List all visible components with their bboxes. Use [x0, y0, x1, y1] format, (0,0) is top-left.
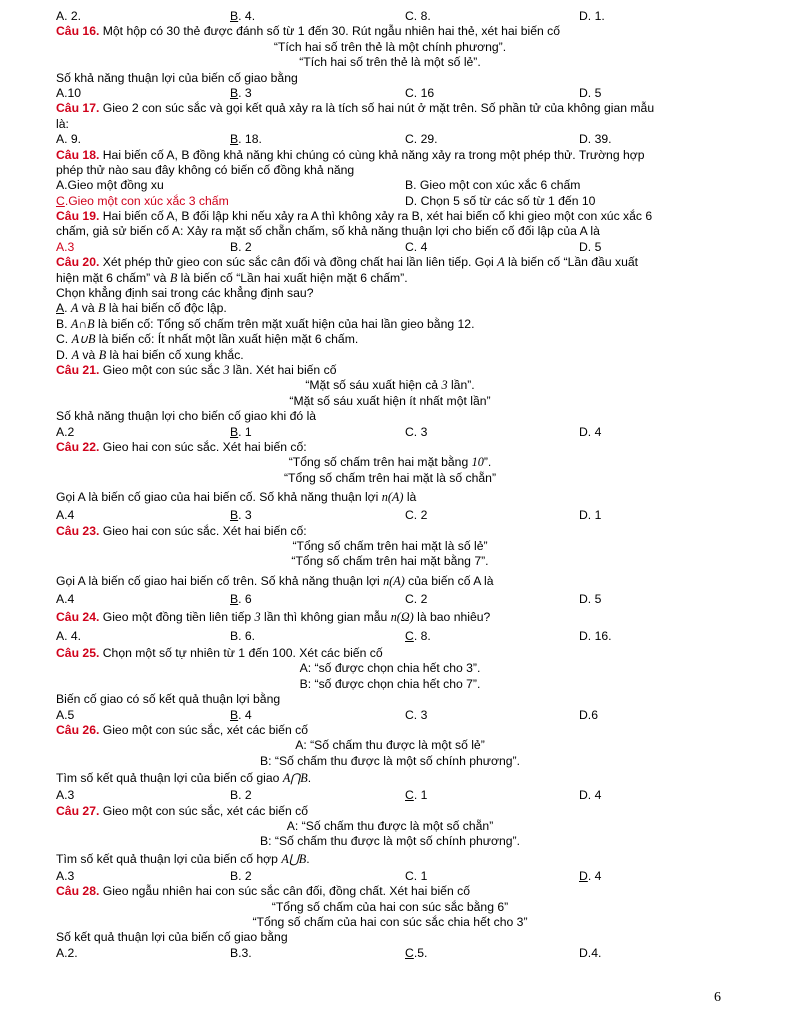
option-a: A. 9.: [56, 132, 82, 147]
option-a: A.5: [56, 707, 75, 722]
question-prompt: Số khả năng thuận lợi của biến cố giao bằng: [56, 70, 298, 85]
option-a: A.3: [56, 868, 75, 883]
question-prompt: Chọn khẳng định sai trong các khẳng định sau?: [56, 286, 314, 301]
event-1: “Tích hai số trên thẻ là một chính phương”.: [273, 39, 507, 54]
question-text-cont: hiện mặt 6 chấm” và B là biến cố “Lần hai xuất hiện mặt 6 chấm”.: [56, 270, 408, 285]
option-c: C. 2: [405, 508, 428, 523]
event-1: “Mặt số sáu xuất hiện cả 3 lần”.: [305, 378, 475, 393]
option-a: A.10: [56, 85, 82, 100]
question-label: Câu 21.: [56, 362, 100, 377]
option-b: B. 3: [230, 508, 252, 523]
options-row: [56, 708, 724, 723]
options-row: [56, 9, 724, 24]
event-1: “Tổng số chấm trên hai mặt là số lẻ”: [292, 538, 488, 553]
option-b: B. 2: [230, 868, 252, 883]
question-25: Câu 25. Chọn một số tự nhiên từ 1 đến 100. Xét các biến cố: [56, 646, 383, 661]
option-d: D.4.: [579, 945, 602, 960]
event-2: “Tổng số chấm của hai con súc sắc chia hết cho 3”: [252, 914, 528, 929]
option-a: A.4: [56, 591, 75, 606]
question-label: Câu 24.: [56, 610, 100, 625]
option-b: B. Gieo một con xúc xắc 6 chấm: [405, 178, 581, 193]
option-a: A. 4.: [56, 629, 82, 644]
options-row: [56, 508, 724, 523]
question-label: Câu 22.: [56, 439, 100, 454]
option-a: A.4: [56, 508, 75, 523]
option-d: D. A và B là hai biến cố xung khắc.: [56, 347, 244, 362]
event-2: B: “Số chấm thu được là một số chính phương”.: [260, 834, 520, 849]
question-label: Câu 28.: [56, 884, 100, 899]
question-prompt: Số khả năng thuận lợi cho biến cố giao khi đó là: [56, 409, 317, 424]
option-c: C. 8.: [405, 629, 431, 644]
question-label: Câu 19.: [56, 209, 100, 224]
options-row: [56, 425, 724, 440]
event-1: A: “số được chọn chia hết cho 3”.: [299, 661, 481, 676]
option-b: B.3.: [230, 945, 252, 960]
event-2: “Tích hai số trên thẻ là một số lẻ”.: [299, 55, 481, 70]
option-d: D. 5: [579, 85, 602, 100]
options-row: [56, 194, 724, 209]
option-c: C. 4: [405, 239, 428, 254]
options-row: [56, 240, 724, 255]
question-text-cont: chấm, giả sử biến cố A: Xảy ra mặt số chẵn chấm, số khả năng thuận lợi cho biến cố đối lập của A là: [56, 224, 600, 239]
option-d: D. 1.: [579, 9, 605, 23]
option-d: D. 4: [579, 788, 602, 803]
question-label: Câu 16.: [56, 24, 100, 39]
question-20: Câu 20. Xét phép thử gieo con súc sắc cân đối và đồng chất hai lần liên tiếp. Gọi A là biến cố “Lần đầu xuất: [56, 255, 639, 270]
option-a-correct: A.3: [56, 239, 75, 254]
option-d: D. 5: [579, 591, 602, 606]
option-d: D. 4: [579, 868, 602, 883]
question-21: Câu 21. Gieo một con súc sắc 3 lần. Xét hai biến cố: [56, 362, 337, 377]
option-c: C. A∪B là biến cố: Ít nhất một lần xuất hiện mặt 6 chấm.: [56, 332, 359, 347]
page-number: 6: [714, 990, 721, 1005]
option-a: A.3: [56, 788, 75, 803]
option-a: A.2: [56, 424, 75, 439]
event-2: B: “số được chọn chia hết cho 7”.: [299, 676, 481, 691]
question-text-cont: là:: [56, 116, 69, 131]
question-text-cont: phép thử nào sau đây không có biến cố đồng khả năng: [56, 162, 355, 177]
option-a: A.Gieo một đồng xu: [56, 178, 164, 193]
options-row: [56, 788, 724, 803]
event-1: “Tổng số chấm trên hai mặt bằng 10”.: [288, 455, 492, 470]
question-label: Câu 18.: [56, 147, 100, 162]
event-2: “Tổng số chấm trên hai mặt bằng 7”.: [291, 554, 489, 569]
question-label: Câu 25.: [56, 646, 100, 661]
option-d: D.6: [579, 707, 598, 722]
question-label: Câu 20.: [56, 255, 100, 270]
options-row: [56, 627, 724, 646]
question-22: Câu 22. Gieo hai con súc sắc. Xét hai biến cố:: [56, 439, 307, 454]
option-c: C. 1: [405, 788, 428, 803]
option-d: D. 5: [579, 239, 602, 254]
option-d: D. 4: [579, 424, 602, 439]
event-1: A: “Số chấm thu được là một số chẵn”: [286, 818, 494, 833]
option-d: D. Chọn 5 số từ các số từ 1 đến 10: [405, 193, 596, 208]
event-1: “Tổng số chấm của hai con súc sắc bằng 6”: [271, 899, 509, 914]
question-19: Câu 19. Hai biến cố A, B đối lập khi nếu xảy ra A thì không xảy ra B, xét hai biến cố khi gieo một con xúc xắc 6: [56, 209, 653, 224]
options-row: [56, 132, 724, 147]
option-c: C. 2: [405, 591, 428, 606]
question-27: Câu 27. Gieo một con súc sắc, xét các biến cố: [56, 803, 308, 818]
question-prompt: Số kết quả thuận lợi của biến cố giao bằng: [56, 930, 288, 945]
question-16: Câu 16. Một hộp có 30 thẻ được đánh số từ 1 đến 30. Rút ngẫu nhiên hai thẻ, xét hai biến cố: [56, 24, 561, 39]
option-d: D. 39.: [579, 132, 612, 147]
option-c: C. 1: [405, 868, 428, 883]
options-row: [56, 946, 724, 961]
option-b: B. 18.: [230, 132, 262, 147]
question-17: Câu 17. Gieo 2 con súc sắc và gọi kết quả xảy ra là tích số hai nút ở mặt trên. Số phần tử của không gian mẫu: [56, 101, 655, 116]
event-2: B: “Số chấm thu được là một số chính phương”.: [260, 753, 520, 768]
document-page: [56, 9, 724, 961]
option-b: B. 4.: [230, 9, 256, 23]
question-label: Câu 17.: [56, 101, 100, 116]
question-label: Câu 23.: [56, 523, 100, 538]
option-b: B. 4: [230, 707, 252, 722]
question-28: Câu 28. Gieo ngẫu nhiên hai con súc sắc cân đối, đồng chất. Xét hai biến cố: [56, 884, 470, 899]
option-b: B. 2: [230, 239, 252, 254]
option-b: B. 6.: [230, 629, 256, 644]
option-c: C. 8.: [405, 9, 431, 23]
question-18: Câu 18. Hai biến cố A, B đồng khả năng khi chúng có cùng khả năng xảy ra trong một phép thử. Trường hợp: [56, 147, 645, 162]
option-a: A. 2.: [56, 9, 82, 23]
option-b: B. A∩B là biến cố: Tổng số chấm trên mặt xuất hiện của hai lần gieo bằng 12.: [56, 316, 475, 331]
options-row: [56, 592, 724, 607]
option-b: B. 6: [230, 591, 252, 606]
question-prompt: Gọi A là biến cố giao hai biến cố trên. Số khả năng thuận lợi n(A) của biến cố A là: [56, 573, 494, 588]
option-a: A. A và B là hai biến cố độc lập.: [56, 301, 227, 316]
options-row: [56, 869, 724, 884]
question-prompt: Gọi A là biến cố giao của hai biến cố. Số khả năng thuận lợi n(A) là: [56, 490, 417, 505]
option-a: A.2.: [56, 945, 78, 960]
question-prompt: Tìm số kết quả thuận lợi của biến cố giao A⋂B.: [56, 771, 312, 786]
option-b: B. 1: [230, 424, 252, 439]
option-c: C. 3: [405, 424, 428, 439]
option-c: C. 29.: [405, 132, 438, 147]
event-1: A: “Số chấm thu được là một số lẻ”: [295, 738, 485, 753]
question-prompt: Tìm số kết quả thuận lợi của biến cố hợp A⋃B.: [56, 851, 310, 866]
options-row: [56, 86, 724, 101]
options-row: [56, 178, 724, 193]
option-c: C. 16: [405, 85, 435, 100]
question-label: Câu 26.: [56, 723, 100, 738]
option-d: D. 16.: [579, 629, 612, 644]
option-b: B. 2: [230, 788, 252, 803]
question-24: Câu 24. Gieo một đồng tiền liên tiếp 3 lần thì không gian mẫu n(Ω) là bao nhiêu?: [56, 610, 491, 625]
option-c: C.5.: [405, 945, 428, 960]
event-2: “Tổng số chấm trên hai mặt là số chẵn”: [283, 470, 497, 485]
option-c-correct: C.Gieo một con xúc xắc 3 chấm: [56, 193, 229, 208]
question-label: Câu 27.: [56, 803, 100, 818]
option-b: B. 3: [230, 85, 252, 100]
option-c: C. 3: [405, 707, 428, 722]
question-23: Câu 23. Gieo hai con súc sắc. Xét hai biến cố:: [56, 523, 307, 538]
question-prompt: Biến cố giao có số kết quả thuận lợi bằng: [56, 692, 281, 707]
event-2: “Mặt số sáu xuất hiện ít nhất một lần”: [289, 393, 491, 408]
option-d: D. 1: [579, 508, 602, 523]
question-26: Câu 26. Gieo một con súc sắc, xét các biến cố: [56, 723, 308, 738]
